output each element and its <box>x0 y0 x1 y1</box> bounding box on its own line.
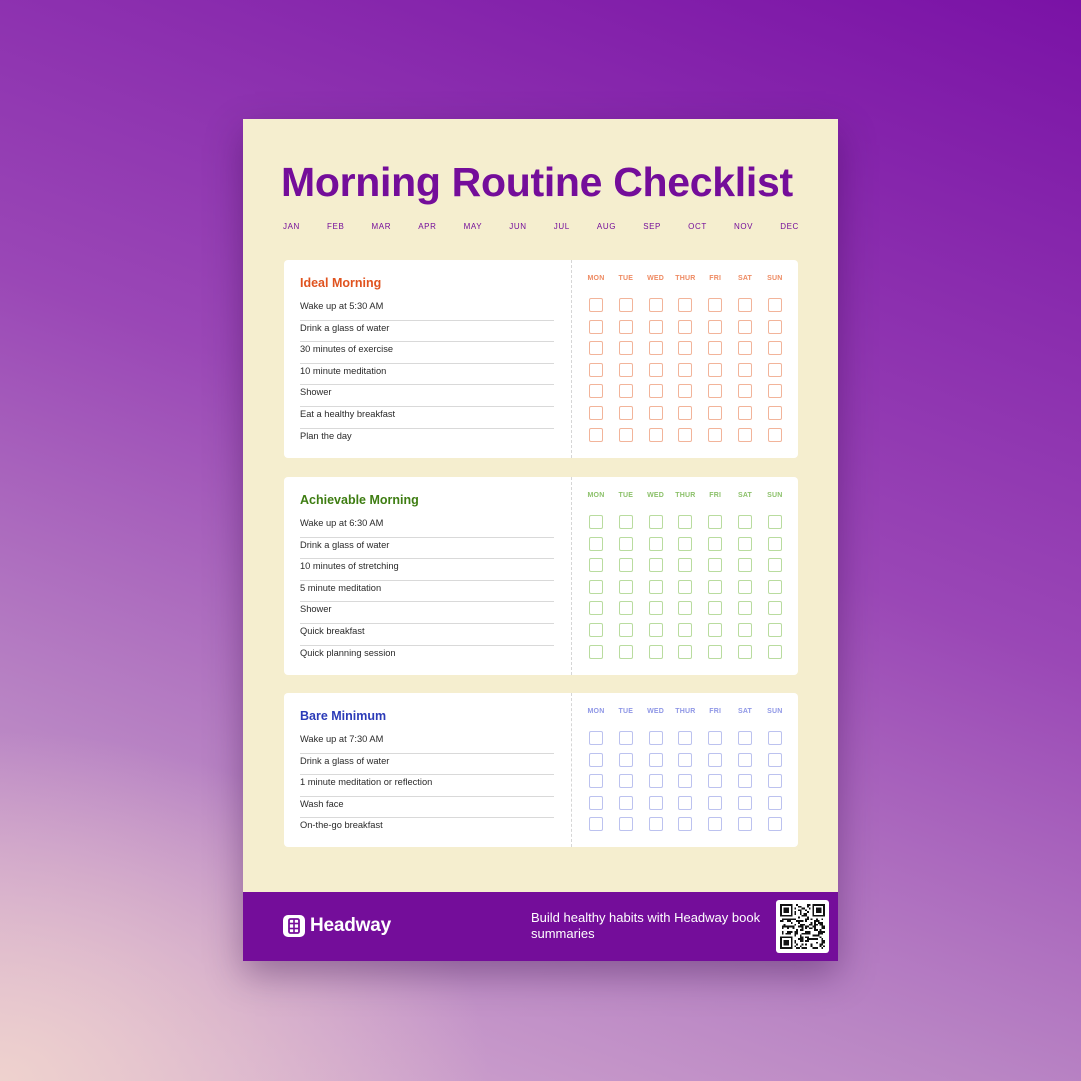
headway-logo <box>283 915 391 937</box>
checkbox[interactable] <box>738 558 752 572</box>
day-header: WED <box>647 708 665 715</box>
month-label: JAN <box>283 222 300 231</box>
checkbox[interactable] <box>738 731 752 745</box>
day-header: SUN <box>767 492 783 499</box>
day-header: TUE <box>618 275 634 282</box>
checkbox[interactable] <box>649 580 663 594</box>
task-item: Drink a glass of water <box>300 754 554 776</box>
checkbox[interactable] <box>589 341 603 355</box>
checkbox[interactable] <box>768 817 782 831</box>
month-label: FEB <box>327 222 345 231</box>
task-item: 10 minute meditation <box>300 364 554 386</box>
checkbox[interactable] <box>649 341 663 355</box>
checkbox[interactable] <box>619 537 633 551</box>
checkbox[interactable] <box>649 753 663 767</box>
month-label: APR <box>418 222 437 231</box>
checkbox[interactable] <box>678 384 692 398</box>
day-header: SAT <box>737 492 753 499</box>
checkbox[interactable] <box>619 796 633 810</box>
checkbox[interactable] <box>708 558 722 572</box>
checkbox[interactable] <box>768 623 782 637</box>
task-item: 5 minute meditation <box>300 581 554 603</box>
checkbox[interactable] <box>619 645 633 659</box>
checkbox[interactable] <box>738 601 752 615</box>
checkbox[interactable] <box>589 645 603 659</box>
month-label: AUG <box>596 222 617 231</box>
checkbox[interactable] <box>678 623 692 637</box>
month-label: OCT <box>688 222 707 231</box>
routine-card <box>284 260 798 458</box>
checkbox[interactable] <box>619 817 633 831</box>
checkbox[interactable] <box>768 796 782 810</box>
checkbox[interactable] <box>738 341 752 355</box>
checkbox[interactable] <box>649 558 663 572</box>
checkbox[interactable] <box>738 298 752 312</box>
checkbox[interactable] <box>649 623 663 637</box>
month-label: MAR <box>371 222 392 231</box>
checkbox[interactable] <box>649 731 663 745</box>
checkbox[interactable] <box>649 601 663 615</box>
checkbox[interactable] <box>738 645 752 659</box>
checkbox[interactable] <box>678 774 692 788</box>
checkbox[interactable] <box>708 731 722 745</box>
task-item: Shower <box>300 602 554 624</box>
checkbox[interactable] <box>708 341 722 355</box>
task-item: Wash face <box>300 797 554 819</box>
day-header: SAT <box>737 275 753 282</box>
checkbox[interactable] <box>589 384 603 398</box>
checkbox[interactable] <box>768 753 782 767</box>
day-header: SUN <box>767 275 783 282</box>
checkbox[interactable] <box>649 515 663 529</box>
checkbox[interactable] <box>768 601 782 615</box>
section-title: Bare Minimum <box>300 709 387 723</box>
checkbox[interactable] <box>768 558 782 572</box>
task-item: Drink a glass of water <box>300 538 554 560</box>
routine-card <box>284 477 798 675</box>
day-header: THUR <box>675 492 696 499</box>
checkbox[interactable] <box>649 774 663 788</box>
task-item: Drink a glass of water <box>300 321 554 343</box>
checkbox[interactable] <box>589 537 603 551</box>
checkbox[interactable] <box>619 731 633 745</box>
checkbox[interactable] <box>768 537 782 551</box>
checkbox[interactable] <box>589 796 603 810</box>
dashed-divider <box>571 260 572 458</box>
checkbox[interactable] <box>619 320 633 334</box>
checkbox[interactable] <box>738 406 752 420</box>
month-label: JUN <box>509 222 527 231</box>
checklist-poster <box>243 119 838 961</box>
checkbox[interactable] <box>649 645 663 659</box>
month-label: NOV <box>733 222 754 231</box>
checkbox[interactable] <box>649 537 663 551</box>
checkbox[interactable] <box>708 601 722 615</box>
checkbox[interactable] <box>649 428 663 442</box>
checkbox[interactable] <box>589 753 603 767</box>
checkbox[interactable] <box>768 363 782 377</box>
checkbox[interactable] <box>678 817 692 831</box>
checkbox[interactable] <box>678 558 692 572</box>
checkbox[interactable] <box>738 774 752 788</box>
checkbox[interactable] <box>619 515 633 529</box>
month-label: SEP <box>643 222 661 231</box>
dashed-divider <box>571 693 572 847</box>
headway-ladder-icon <box>283 915 305 937</box>
checkbox[interactable] <box>619 601 633 615</box>
checkbox[interactable] <box>738 428 752 442</box>
checkbox[interactable] <box>619 298 633 312</box>
task-item: Quick breakfast <box>300 624 554 646</box>
checkbox[interactable] <box>649 796 663 810</box>
checkbox[interactable] <box>708 298 722 312</box>
day-header: FRI <box>709 492 722 499</box>
section-title: Ideal Morning <box>300 276 382 290</box>
checkbox[interactable] <box>678 320 692 334</box>
checkbox[interactable] <box>768 774 782 788</box>
checkbox[interactable] <box>708 796 722 810</box>
checkbox[interactable] <box>738 796 752 810</box>
checkbox[interactable] <box>649 406 663 420</box>
checkbox[interactable] <box>589 406 603 420</box>
checkbox[interactable] <box>708 645 722 659</box>
checkbox[interactable] <box>619 623 633 637</box>
checkbox[interactable] <box>768 515 782 529</box>
checkbox[interactable] <box>738 384 752 398</box>
day-header: THUR <box>675 708 696 715</box>
task-item: 30 minutes of exercise <box>300 342 554 364</box>
day-header: THUR <box>675 275 696 282</box>
checkbox[interactable] <box>589 731 603 745</box>
checkbox[interactable] <box>708 580 722 594</box>
day-header: TUE <box>618 492 634 499</box>
brand-name: Headway <box>310 915 391 936</box>
checkbox[interactable] <box>589 363 603 377</box>
checkbox[interactable] <box>738 817 752 831</box>
task-item: On-the-go breakfast <box>300 820 383 831</box>
checkbox[interactable] <box>708 320 722 334</box>
checkbox[interactable] <box>678 731 692 745</box>
checkbox[interactable] <box>589 320 603 334</box>
checkbox[interactable] <box>678 341 692 355</box>
checkbox[interactable] <box>619 341 633 355</box>
section-title: Achievable Morning <box>300 493 419 507</box>
routine-card <box>284 693 798 847</box>
checkbox[interactable] <box>589 298 603 312</box>
page-title: Morning Routine Checklist <box>281 159 793 205</box>
day-header: WED <box>647 275 665 282</box>
checkbox[interactable] <box>649 298 663 312</box>
checkbox[interactable] <box>619 384 633 398</box>
checkbox[interactable] <box>678 645 692 659</box>
checkbox[interactable] <box>619 406 633 420</box>
day-header: FRI <box>709 275 722 282</box>
day-header: WED <box>647 492 665 499</box>
dashed-divider <box>571 477 572 675</box>
month-label: MAY <box>463 222 483 231</box>
checkbox[interactable] <box>589 817 603 831</box>
day-header: FRI <box>709 708 722 715</box>
checkbox[interactable] <box>768 384 782 398</box>
checkbox[interactable] <box>768 298 782 312</box>
checkbox[interactable] <box>738 580 752 594</box>
checkbox[interactable] <box>768 320 782 334</box>
footer-tagline: Build healthy habits with Headway book summaries <box>531 910 761 941</box>
checkbox[interactable] <box>738 753 752 767</box>
checkbox[interactable] <box>708 406 722 420</box>
checkbox[interactable] <box>708 384 722 398</box>
month-row <box>283 222 799 231</box>
checkbox[interactable] <box>649 384 663 398</box>
checkbox[interactable] <box>678 580 692 594</box>
day-header: MON <box>587 492 605 499</box>
checkbox[interactable] <box>738 363 752 377</box>
checkbox[interactable] <box>619 428 633 442</box>
day-header: SAT <box>737 708 753 715</box>
checkbox[interactable] <box>649 320 663 334</box>
checkbox[interactable] <box>738 623 752 637</box>
checkbox[interactable] <box>619 753 633 767</box>
checkbox[interactable] <box>678 515 692 529</box>
checkbox[interactable] <box>678 537 692 551</box>
task-item: Quick planning session <box>300 647 396 658</box>
checkbox[interactable] <box>678 363 692 377</box>
checkbox[interactable] <box>678 406 692 420</box>
checkbox[interactable] <box>708 623 722 637</box>
task-item: Shower <box>300 385 554 407</box>
checkbox[interactable] <box>619 774 633 788</box>
checkbox[interactable] <box>738 537 752 551</box>
task-item: Wake up at 5:30 AM <box>300 299 554 321</box>
checkbox[interactable] <box>619 580 633 594</box>
checkbox[interactable] <box>768 645 782 659</box>
checkbox[interactable] <box>738 515 752 529</box>
checkbox[interactable] <box>649 817 663 831</box>
day-header: MON <box>587 708 605 715</box>
checkbox[interactable] <box>589 623 603 637</box>
checkbox[interactable] <box>708 817 722 831</box>
checkbox[interactable] <box>768 341 782 355</box>
checkbox[interactable] <box>678 796 692 810</box>
checkbox[interactable] <box>678 753 692 767</box>
checkbox[interactable] <box>708 753 722 767</box>
checkbox[interactable] <box>768 428 782 442</box>
month-label: DEC <box>780 222 799 231</box>
checkbox[interactable] <box>589 580 603 594</box>
checkbox[interactable] <box>768 580 782 594</box>
day-header: MON <box>587 275 605 282</box>
checkbox[interactable] <box>738 320 752 334</box>
checkbox[interactable] <box>649 363 663 377</box>
checkbox[interactable] <box>768 731 782 745</box>
qr-code-icon <box>776 900 829 953</box>
checkbox[interactable] <box>589 774 603 788</box>
task-item: Eat a healthy breakfast <box>300 407 554 429</box>
checkbox[interactable] <box>708 537 722 551</box>
checkbox[interactable] <box>589 515 603 529</box>
checkbox[interactable] <box>708 774 722 788</box>
checkbox[interactable] <box>678 428 692 442</box>
checkbox[interactable] <box>708 428 722 442</box>
checkbox[interactable] <box>619 363 633 377</box>
day-header: SUN <box>767 708 783 715</box>
task-item: 10 minutes of stretching <box>300 559 554 581</box>
checkbox[interactable] <box>708 363 722 377</box>
checkbox[interactable] <box>619 558 633 572</box>
checkbox[interactable] <box>678 298 692 312</box>
task-item: Wake up at 6:30 AM <box>300 516 554 538</box>
checkbox[interactable] <box>708 515 722 529</box>
checkbox[interactable] <box>768 406 782 420</box>
month-label: JUL <box>553 222 570 231</box>
footer-banner <box>243 892 838 961</box>
task-item: Wake up at 7:30 AM <box>300 732 554 754</box>
checkbox[interactable] <box>589 558 603 572</box>
checkbox[interactable] <box>589 428 603 442</box>
checkbox[interactable] <box>589 601 603 615</box>
task-item: 1 minute meditation or reflection <box>300 775 554 797</box>
task-item: Plan the day <box>300 430 352 441</box>
checkbox[interactable] <box>678 601 692 615</box>
day-header: TUE <box>618 708 634 715</box>
